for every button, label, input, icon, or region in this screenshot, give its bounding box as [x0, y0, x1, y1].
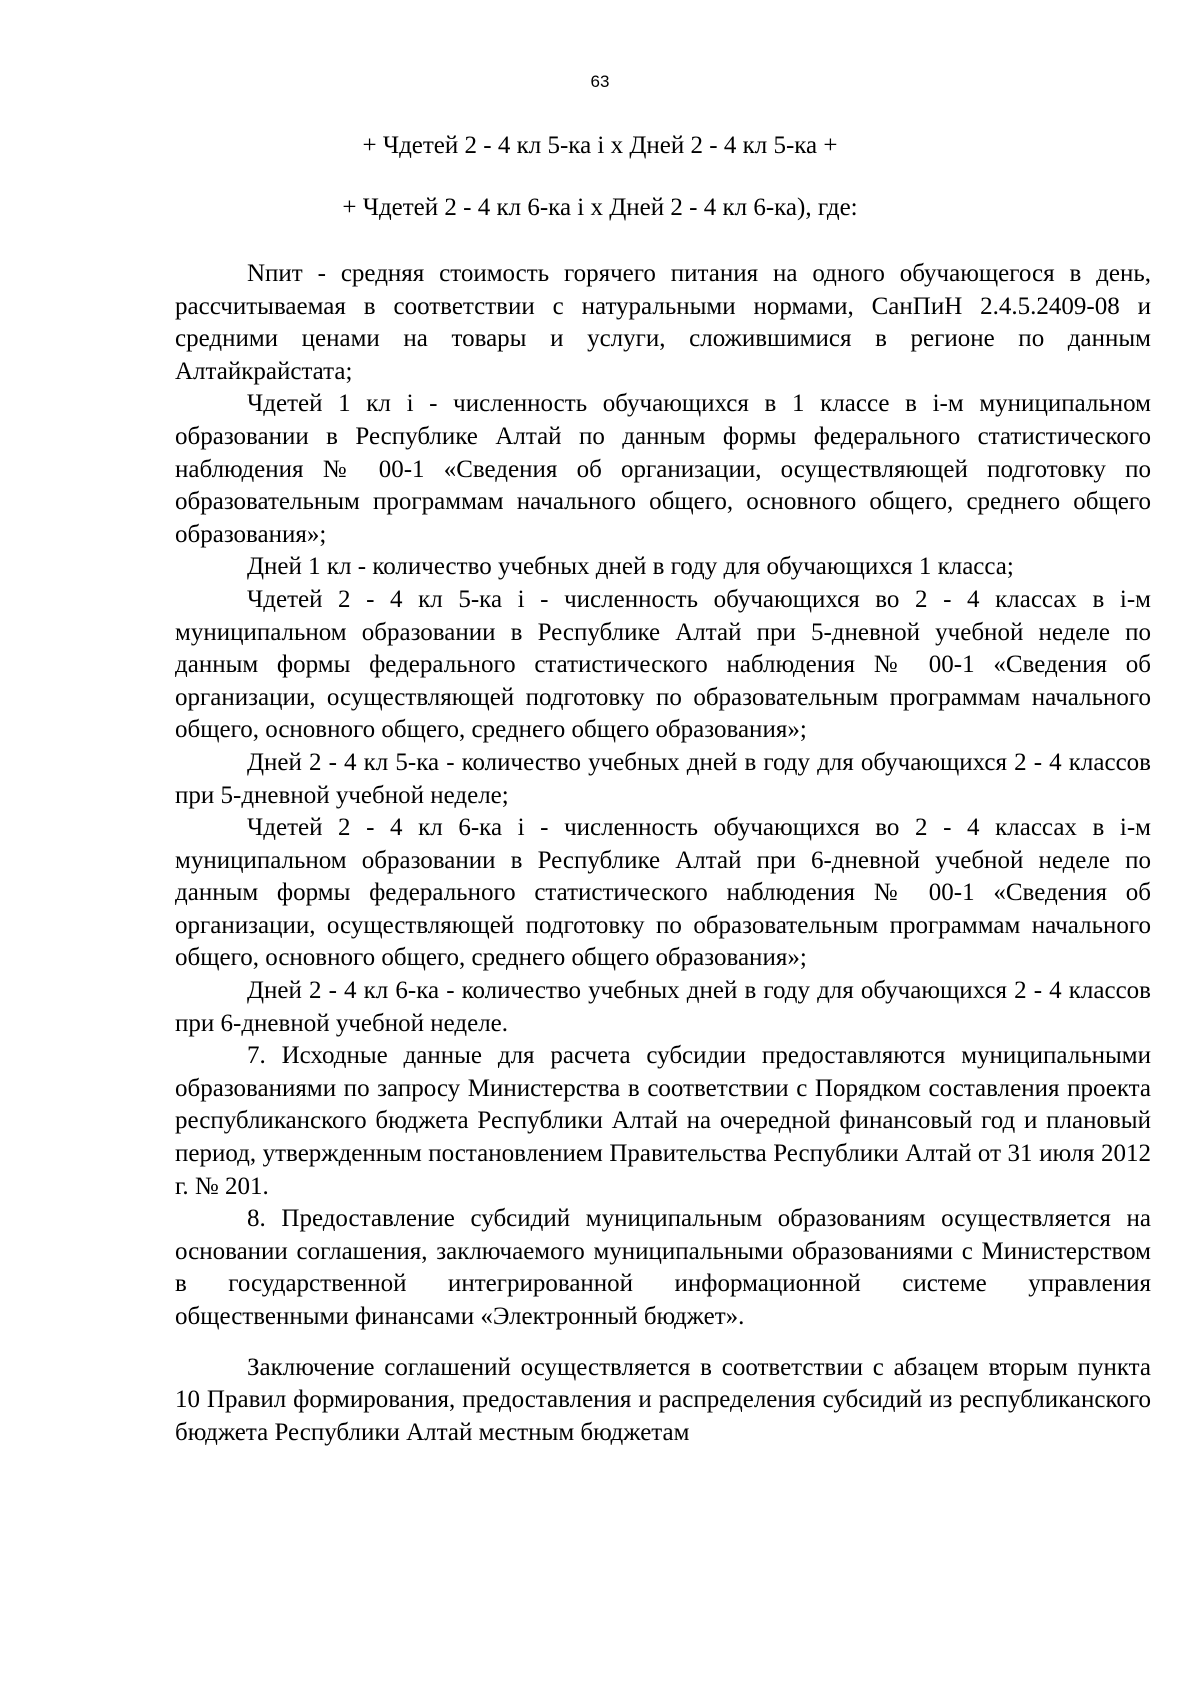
paragraph-npit-definition: Nпит - средняя стоимость горячего питания на одного обучающегося в день, рассчитываемая в соответствии с натуральными нормами, СанПиН 2.4.5.2409-08 и средними ценами на товары и услуги, сложившимися в регионе по данным Алтайкрайстата;: [175, 260, 1151, 385]
paragraph-item-8: 8. Предоставление субсидий муниципальным образованиям осуществляется на основании соглашения, заключаемого муниципальными образованиями с Министерством в государственной интегрированной информационной системе управления общественными финансами «Электронный бюджет».: [175, 1205, 1151, 1330]
paragraph-days-grade-1: Дней 1 кл - количество учебных дней в году для обучающихся 1 класса;: [247, 553, 1014, 581]
formula-line-2: + Чдетей 2 - 4 кл 6-ка i х Дней 2 - 4 кл 6-ка), где:: [342, 194, 858, 221]
paragraph-agreements: Заключение соглашений осуществляется в соответствии с абзацем вторым пункта 10 Правил формирования, предоставления и распределения субсидий из республиканского бюджета Республики Алтай местным бюджетам: [175, 1353, 1151, 1446]
paragraph-children-grade-1: Чдетей 1 кл i - численность обучающихся в 1 классе в i-м муниципальном образовании в Республике Алтай по данным формы федерального статистического наблюдения № 00-1 «Сведения об организации, осуществляющей подготовку по образовательным программам начального общего, основного общего, среднего общего образования»;: [175, 390, 1151, 548]
paragraph-item-7: 7. Исходные данные для расчета субсидии предоставляются муниципальными образованиями по запросу Министерства в соответствии с Порядком составления проекта республиканского бюджета Республики Алтай на очередной финансовый год и плановый период, утвержденным постановлением Правительства Республики Алтай от 31 июля 2012 г. № 201.: [175, 1042, 1151, 1200]
document-body: [175, 258, 1151, 1449]
paragraph-children-grades-2-4-five-day: Чдетей 2 - 4 кл 5-ка i - численность обучающихся во 2 - 4 классах в i-м муниципальном образовании в Республике Алтай при 5-дневной учебной неделе по данным формы федерального статистического наблюдения № 00-1 «Сведения об организации, осуществляющей подготовку по образовательным программам начального общего, основного общего, среднего общего образования»;: [175, 585, 1151, 744]
paragraph-days-grades-2-4-five-day: Дней 2 - 4 кл 5-ка - количество учебных дней в году для обучающихся 2 - 4 классов при 5-дневной учебной неделе;: [175, 748, 1151, 809]
paragraph-days-grades-2-4-six-day: Дней 2 - 4 кл 6-ка - количество учебных дней в году для обучающихся 2 - 4 классов при 6-дневной учебной неделе.: [175, 977, 1151, 1037]
page-number: 63: [590, 72, 610, 91]
formula-line-1: + Чдетей 2 - 4 кл 5-ка i х Дней 2 - 4 кл 5-ка +: [362, 132, 838, 159]
paragraph-children-grades-2-4-six-day: Чдетей 2 - 4 кл 6-ка i - численность обучающихся во 2 - 4 классах в i-м муниципальном образовании в Республике Алтай при 6-дневной учебной неделе по данным формы федерального статистического наблюдения № 00-1 «Сведения об организации, осуществляющей подготовку по образовательным программам начального общего, основного общего, среднего общего образования»;: [175, 814, 1151, 972]
